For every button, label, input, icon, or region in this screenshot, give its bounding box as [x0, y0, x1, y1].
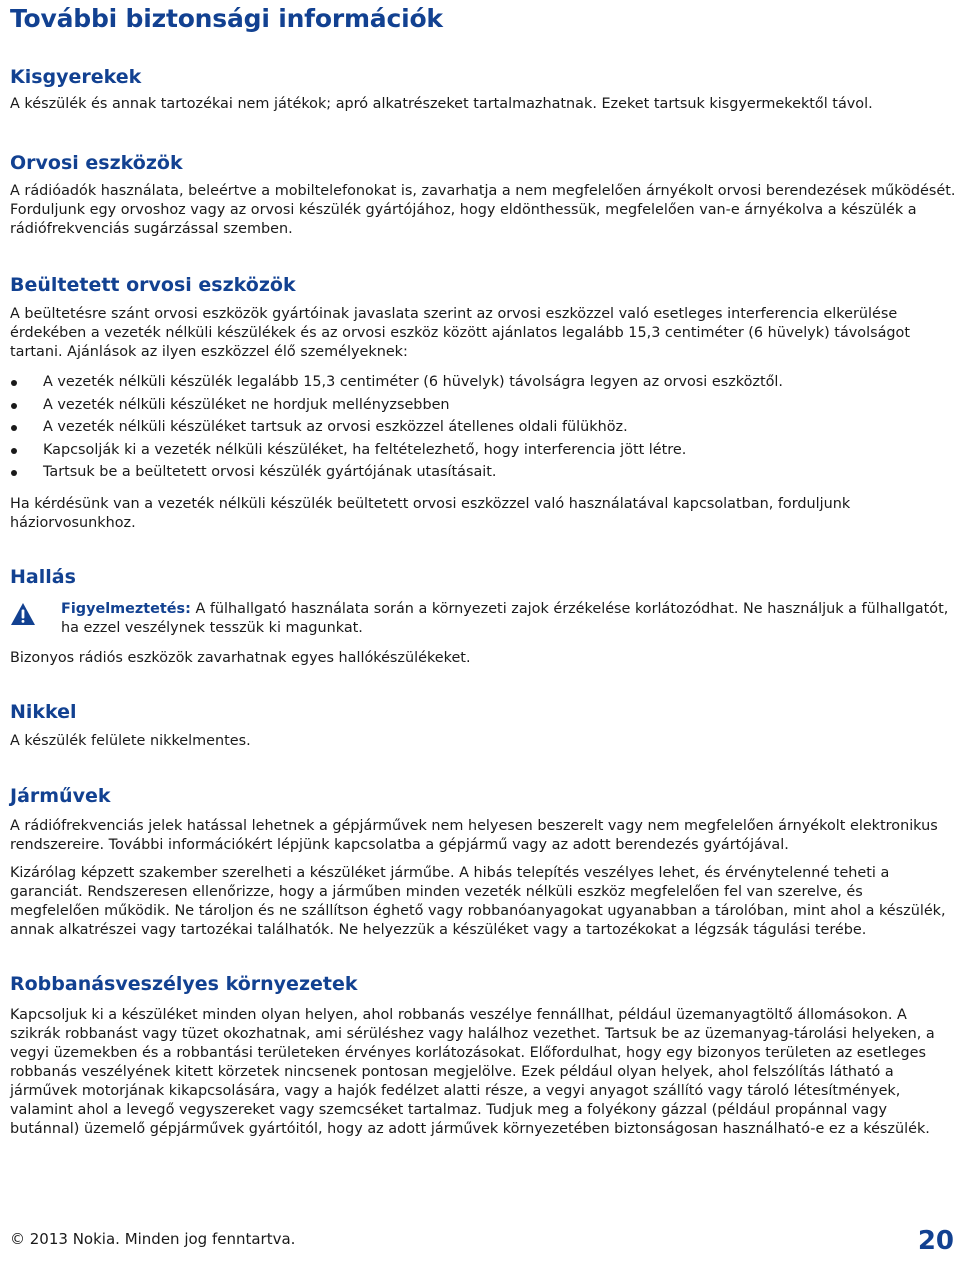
vehicles-paragraph: A rádiófrekvenciás jelek hatással lehetnek a gépjárművek nem helyesen beszerelt vagy nem megfelelően árnyékolt elektronikus rendszereire. További információkért lépjünk kapcsolatba a gépjármű vagy az adott berendezés gyártójával.	[10, 818, 938, 853]
section-heading-implanted: Beültetett orvosi eszközök	[10, 274, 296, 296]
section-heading-medical: Orvosi eszközök	[10, 152, 183, 174]
section-vehicles	[10, 785, 956, 940]
section-heading-explosive: Robbanásveszélyes környezetek	[10, 973, 358, 995]
warning-text: A fülhallgató használata során a környezeti zajok érzékelése korlátozódhat. Ne használjuk a fülhallgatót, ha ezzel veszélynek tesszük ki magunkat.	[61, 601, 949, 636]
warning-triangle-icon	[10, 602, 36, 626]
section-heading-hearing: Hallás	[10, 566, 76, 588]
explosive-paragraph: Kapcsoljuk ki a készüléket minden olyan helyen, ahol robbanás veszélye fennállhat, például üzemanyagtöltő állomásokon. A szikrák robbanást vagy tüzet okozhatnak, ami sérüléshez vagy halálhoz vezethet. Tartsuk be az üzemanyag-tárolási helyeken, a vegyi üzemekben és a robbantási területeken érvényes korlátozásokat. Előfordulhat, hogy egy bizonyos területen az esetleges robbanás veszélyének kitett körzetek nincsenek pontosan megjelölve. Ezek például olyan helyek, ahol felszólítás látható a járművek motorjának kikapcsolására, vagy a hajók fedélzet alatti része, a vegyi anyagot szállító vagy tároló létesítmények, valamint ahol a levegő vegyszereket vagy szemcséket tartalmaz. Tudjuk meg a folyékony gázzal (például propánnal vagy butánnal) üzemelő gépjárművek gyártóitól, hogy az adott járművek környezetében biztonságosan használható-e ez a készülék.	[10, 1007, 935, 1137]
list-item: A vezeték nélküli készüléket ne hordjuk mellényzsebben	[10, 396, 956, 419]
list-item: Kapcsolják ki a vezeték nélküli készüléket, ha feltételezhető, hogy interferencia jött létre.	[10, 441, 956, 464]
footer-copyright: © 2013 Nokia. Minden jog fenntartva.	[10, 1230, 296, 1248]
kids-paragraph: A készülék és annak tartozékai nem játékok; apró alkatrészeket tartalmazhatnak. Ezeket tartsuk kisgyermekektől távol.	[10, 96, 873, 112]
medical-paragraph: A rádióadók használata, beleértve a mobiltelefonokat is, zavarhatja a nem megfelelően árnyékolt orvosi berendezések működését. Forduljunk egy orvoshoz vagy az orvosi készülék gyártójához, hogy eldönthessük, megfelelően van-e árnyékolva a készülék a rádiófrekvenciás sugárzással szemben.	[10, 183, 956, 237]
section-kids	[10, 66, 956, 114]
vehicles-paragraph-2: Kizárólag képzett szakember szerelheti a készüléket járműbe. A hibás telepítés veszélyes lehet, és érvénytelenné teheti a garanciát. Rendszeresen ellenőrizze, hogy a járműben minden vezeték nélküli eszköz megfelelően fel van szerelve, és megfelelően működik. Ne tároljon és ne szállítson éghető vagy robbanóanyagokat ugyanabban a tárolóban, mint ahol a készülék, annak alkatrészei vagy tartozékai találhatók. Ne helyezzük a készüléket vagy a tartozékokat a légzsák tágulási terébe.	[10, 865, 946, 938]
section-nickel	[10, 701, 956, 751]
implanted-bullet-list	[10, 373, 956, 486]
section-heading-kids: Kisgyerekek	[10, 66, 142, 88]
section-medical	[10, 152, 956, 239]
section-explosive	[10, 973, 956, 1139]
section-heading-nickel: Nikkel	[10, 701, 77, 723]
warning-note	[10, 600, 956, 638]
nickel-paragraph: A készülék felülete nikkelmentes.	[10, 733, 251, 749]
implanted-paragraph-2: Ha kérdésünk van a vezeték nélküli készülék beültetett orvosi eszközzel való használatával kapcsolatban, forduljunk háziorvosunkhoz.	[10, 495, 851, 531]
warning-label: Figyelmeztetés:	[61, 601, 191, 617]
page-number: 20	[917, 1226, 954, 1256]
implanted-paragraph: A beültetésre szánt orvosi eszközök gyártóinak javaslata szerint az orvosi eszközzel való esetleges interferencia elkerülése érdekében a vezeték nélküli készülékek és az orvosi eszköz között ajánlatos legalább 15,3 centiméter (6 hüvelyk) távolságot tartani. Ajánlások az ilyen eszközzel élő személyeknek:	[10, 306, 910, 360]
section-hearing	[10, 566, 956, 668]
list-item: Tartsuk be a beültetett orvosi készülék gyártójának utasításait.	[10, 463, 956, 486]
page-title: További biztonsági információk	[10, 4, 443, 33]
section-heading-vehicles: Járművek	[10, 785, 111, 807]
list-item: A vezeték nélküli készüléket tartsuk az orvosi eszközzel átellenes oldali fülükhöz.	[10, 418, 956, 441]
hearing-paragraph: Bizonyos rádiós eszközök zavarhatnak egyes hallókészülékeket.	[10, 650, 471, 666]
list-item: A vezeték nélküli készülék legalább 15,3 centiméter (6 hüvelyk) távolságra legyen az orvosi eszköztől.	[10, 373, 956, 396]
section-implanted	[10, 274, 956, 533]
